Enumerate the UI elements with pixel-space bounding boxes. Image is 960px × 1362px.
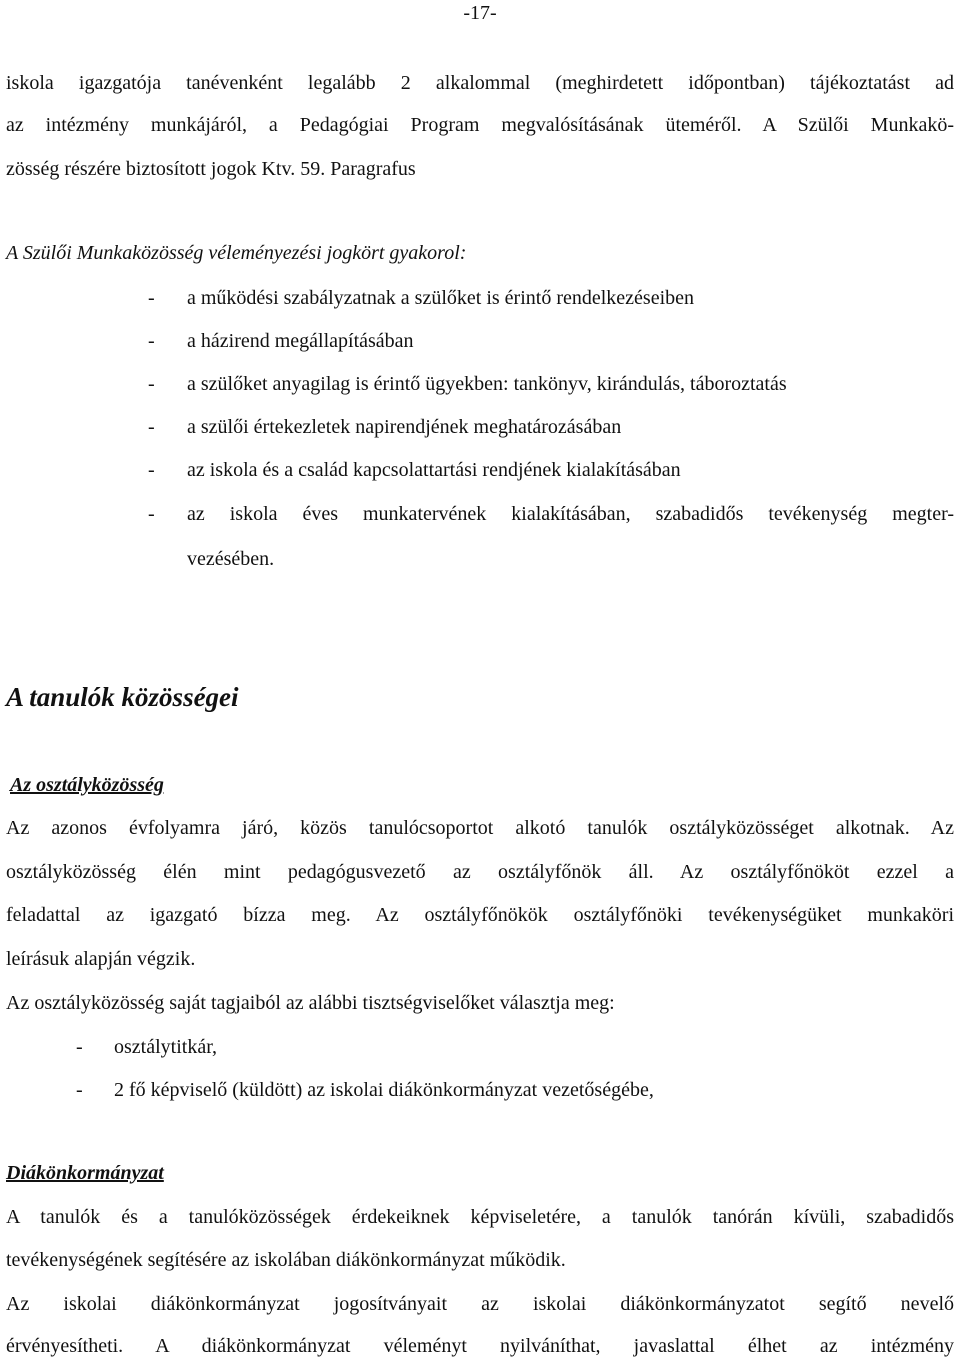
parents-item: a szülői értekezletek napirendjének meghatározásában [187, 416, 622, 438]
parents-item: a szülőket anyagilag is érintő ügyekben: tankönyv, kirándulás, táboroztatás [187, 373, 787, 395]
council-line-2: tevékenységének segítésére az iskolában diákönkormányzat működik. [6, 1249, 566, 1271]
page-number: -17- [463, 2, 497, 24]
parents-heading: A Szülői Munkaközösség véleményezési jogkört gyakorol: [6, 242, 467, 264]
list-dash: - [148, 330, 155, 352]
list-dash: - [76, 1079, 83, 1101]
council-line-1: A tanulók és a tanulóközösségek érdekeiknek képviseletére, a tanulók tanórán kívüli, szabadidős [6, 1206, 954, 1228]
intro-line-2: az intézmény munkájáról, a Pedagógiai Program megvalósításának üteméről. A Szülői Munkakö- [6, 114, 954, 136]
council-line-3: Az iskolai diákönkormányzat jogosítványait az iskolai diákönkormányzatot segítő nevelő [6, 1293, 954, 1315]
list-dash: - [148, 373, 155, 395]
student-council-heading: Diákönkormányzat [6, 1162, 164, 1184]
list-dash: - [148, 503, 155, 525]
officer-item: osztálytitkár, [114, 1036, 218, 1058]
list-dash: - [76, 1036, 83, 1058]
class-community-heading: Az osztályközösség [10, 774, 164, 796]
parents-item: a házirend megállapításában [187, 330, 414, 352]
list-dash: - [148, 416, 155, 438]
class-line-1: Az azonos évfolyamra járó, közös tanulócsoportot alkotó tanulók osztályközösséget alkotnak. Az [6, 817, 954, 839]
list-dash: - [148, 459, 155, 481]
council-line-4: érvényesítheti. A diákönkormányzat véleményt nyilváníthat, javaslattal élhet az intézmény [6, 1335, 954, 1357]
intro-line-3: zösség részére biztosított jogok Ktv. 59. Paragrafus [6, 158, 416, 180]
list-dash: - [148, 287, 155, 309]
class-line-3: feladattal az igazgató bízza meg. Az osztályfőnökök osztályfőnöki tevékenységüket munkaköri [6, 904, 954, 926]
officer-item: 2 fő képviselő (küldött) az iskolai diákönkormányzat vezetőségébe, [114, 1079, 654, 1101]
intro-line-1: iskola igazgatója tanévenként legalább 2 alkalommal (meghirdetett időpontban) tájékoztatást ad [6, 72, 954, 94]
parents-item: az iskola és a család kapcsolattartási rendjének kialakításában [187, 459, 681, 481]
section-heading: A tanulók közösségei [6, 682, 239, 712]
class-line-4: leírásuk alapján végzik. [6, 948, 196, 970]
parents-item: a működési szabályzatnak a szülőket is érintő rendelkezéseiben [187, 287, 695, 309]
officers-intro: Az osztályközösség saját tagjaiból az alábbi tisztségviselőket választja meg: [6, 992, 615, 1014]
parents-item: az iskola éves munkatervének kialakításában, szabadidős tevékenység megter- [187, 503, 954, 525]
parents-item-continuation: vezésében. [187, 548, 275, 570]
class-line-2: osztályközösség élén mint pedagógusvezető az osztályfőnök áll. Az osztályfőnököt ezzel a [6, 861, 954, 883]
